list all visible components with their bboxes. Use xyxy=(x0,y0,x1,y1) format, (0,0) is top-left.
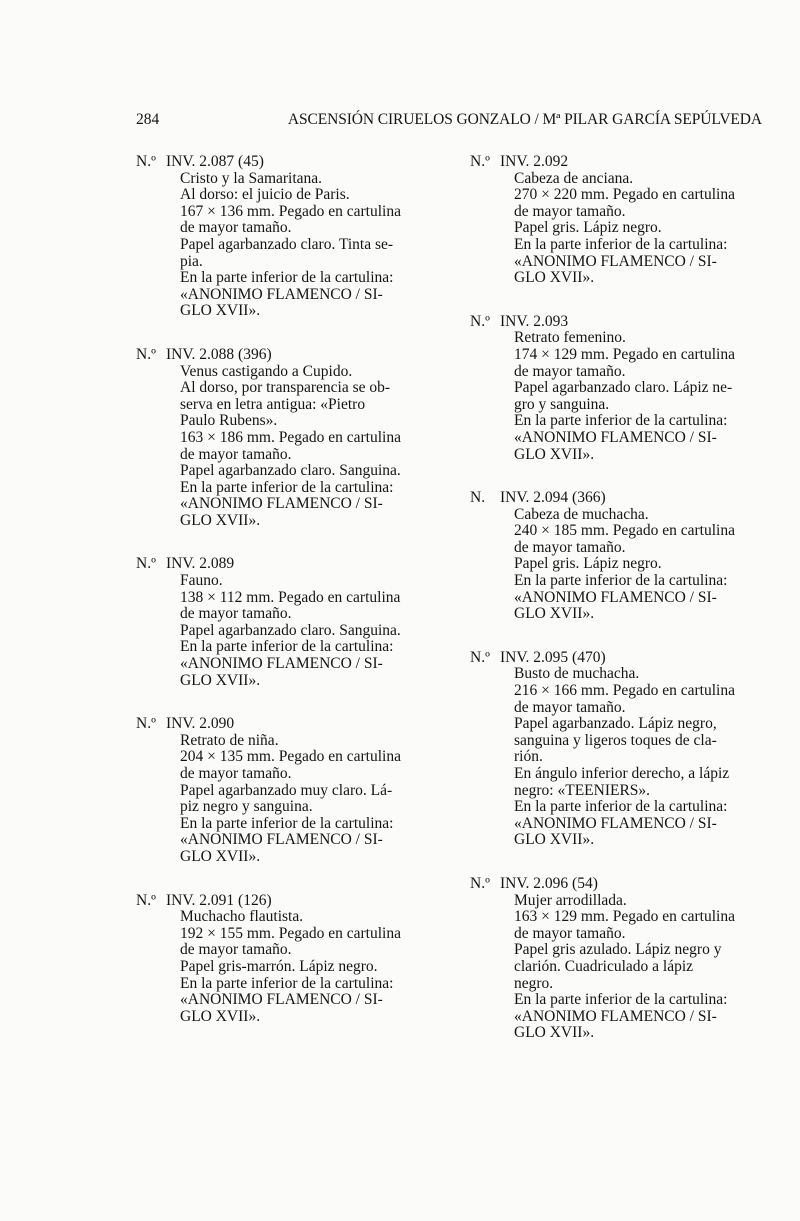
entry-field xyxy=(500,666,762,683)
inventory-number: INV. 2.089 xyxy=(166,555,235,573)
text-line: Papel agarbanzado claro. Tinta se- xyxy=(180,235,394,253)
text-line: Papel agarbanzado muy claro. Lá- xyxy=(180,781,393,799)
text-line: de mayor tamaño. xyxy=(514,538,626,556)
text-line: negro. xyxy=(514,974,554,992)
entry-field xyxy=(166,783,426,816)
text-line: En la parte inferior de la cartulina: xyxy=(180,638,394,656)
text-line: GLO XVII». xyxy=(180,1007,261,1025)
text-line: 163 × 129 mm. Pegado en cartulina xyxy=(514,908,735,926)
text-line: 167 × 136 mm. Pegado en cartulina xyxy=(180,202,401,220)
entry-heading xyxy=(470,490,762,507)
text-line: «ANONIMO FLAMENCO / SI- xyxy=(514,252,717,270)
text-line: Fauno. xyxy=(180,572,223,590)
entry-field xyxy=(166,204,426,237)
entry-body xyxy=(136,171,426,320)
entry-field xyxy=(166,573,426,590)
inventory-number: INV. 2.090 xyxy=(166,715,235,733)
text-line: de mayor tamaño. xyxy=(514,924,626,942)
text-line: En la parte inferior de la cartulina: xyxy=(180,814,394,832)
text-line: 204 × 135 mm. Pegado en cartulina xyxy=(180,748,401,766)
entry-field xyxy=(500,766,762,799)
entry-heading xyxy=(136,893,426,910)
entry-field xyxy=(500,523,762,556)
text-line: de mayor tamaño. xyxy=(180,941,292,959)
entry-number-label: N.º xyxy=(470,648,490,666)
entry-body xyxy=(470,330,762,463)
entry-field xyxy=(166,171,426,188)
text-line: pia. xyxy=(180,252,203,270)
entry-field xyxy=(166,590,426,623)
text-line: de mayor tamaño. xyxy=(514,362,626,380)
entry-field xyxy=(500,893,762,910)
text-line: Paulo Rubens». xyxy=(180,412,278,430)
entry-number-label: N.º xyxy=(136,891,156,909)
entry-field xyxy=(166,623,426,640)
text-line: «ANONIMO FLAMENCO / SI- xyxy=(180,655,383,673)
entry-body xyxy=(470,171,762,287)
inventory-number: INV. 2.088 (396) xyxy=(166,345,272,363)
catalog-entry xyxy=(470,490,762,623)
entry-number-label: N.º xyxy=(136,715,156,733)
text-line: Busto de muchacha. xyxy=(514,665,640,683)
text-line: Mujer arrodillada. xyxy=(514,891,627,909)
text-line: «ANONIMO FLAMENCO / SI- xyxy=(180,495,383,513)
entry-field xyxy=(166,959,426,976)
text-line: GLO XVII». xyxy=(514,1024,595,1042)
entry-field xyxy=(500,683,762,716)
entry-number-label: N.º xyxy=(470,874,490,892)
catalog-entry xyxy=(470,154,762,287)
text-line: GLO XVII». xyxy=(514,445,595,463)
text-line: Al dorso: el juicio de Paris. xyxy=(180,186,350,204)
entry-heading xyxy=(136,716,426,733)
page-number: 284 xyxy=(136,111,160,128)
text-line: negro: «TEENIERS». xyxy=(514,781,651,799)
entry-body xyxy=(136,733,426,866)
entry-field xyxy=(166,364,426,381)
text-line: piz negro y sanguina. xyxy=(180,798,313,816)
text-line: «ANONIMO FLAMENCO / SI- xyxy=(180,831,383,849)
entry-field xyxy=(166,187,426,204)
entry-field xyxy=(166,380,426,430)
text-line: GLO XVII». xyxy=(514,269,595,287)
text-line: Retrato de niña. xyxy=(180,731,279,749)
entry-field xyxy=(166,480,426,530)
entry-heading xyxy=(470,876,762,893)
entry-field xyxy=(500,380,762,413)
entry-field xyxy=(500,573,762,623)
text-line: rión. xyxy=(514,748,543,766)
text-line: En la parte inferior de la cartulina: xyxy=(514,798,728,816)
inventory-number: INV. 2.094 (366) xyxy=(500,489,606,507)
entry-field xyxy=(500,799,762,849)
text-line: Papel gris azulado. Lápiz negro y xyxy=(514,941,722,959)
text-line: Papel agarbanzado claro. Sanguina. xyxy=(180,462,401,480)
catalog-entry xyxy=(136,347,426,530)
text-line: de mayor tamaño. xyxy=(180,605,292,623)
entry-body xyxy=(470,893,762,1042)
entry-field xyxy=(166,270,426,320)
entry-field xyxy=(500,556,762,573)
entry-heading xyxy=(136,347,426,364)
entry-field xyxy=(166,463,426,480)
page-header xyxy=(136,111,762,133)
running-title: ASCENSIÓN CIRUELOS GONZALO / Mª PILAR GARCÍA SEPÚLVEDA xyxy=(287,111,762,128)
text-line: Papel gris. Lápiz negro. xyxy=(514,555,662,573)
text-line: Papel agarbanzado. Lápiz negro, xyxy=(514,715,717,733)
entry-field xyxy=(500,413,762,463)
text-line: 192 × 155 mm. Pegado en cartulina xyxy=(180,924,401,942)
text-line: «ANONIMO FLAMENCO / SI- xyxy=(180,991,383,1009)
inventory-number: INV. 2.087 (45) xyxy=(166,153,264,170)
catalog-entry xyxy=(470,650,762,849)
text-line: En la parte inferior de la cartulina: xyxy=(514,412,728,430)
text-line: 240 × 185 mm. Pegado en cartulina xyxy=(514,522,735,540)
inventory-number: INV. 2.093 xyxy=(500,312,569,330)
right-column xyxy=(470,154,762,1069)
text-line: Cabeza de anciana. xyxy=(514,169,634,187)
text-line: 138 × 112 mm. Pegado en cartulina xyxy=(180,588,401,606)
text-line: Cabeza de muchacha. xyxy=(514,505,649,523)
entry-field xyxy=(500,942,762,992)
text-line: de mayor tamaño. xyxy=(180,445,292,463)
entry-field xyxy=(500,237,762,287)
entry-number-label: N.º xyxy=(136,345,156,363)
catalog-entry xyxy=(470,876,762,1042)
entry-field xyxy=(500,507,762,524)
entry-heading xyxy=(136,556,426,573)
text-line: «ANONIMO FLAMENCO / SI- xyxy=(514,428,717,446)
catalog-entry xyxy=(136,893,426,1026)
text-line: En la parte inferior de la cartulina: xyxy=(180,269,394,287)
text-line: GLO XVII». xyxy=(180,302,261,320)
catalog-entry xyxy=(136,716,426,865)
text-line: Muchacho flautista. xyxy=(180,908,304,926)
entry-field xyxy=(166,816,426,866)
catalog-entry xyxy=(136,556,426,689)
text-line: GLO XVII». xyxy=(180,511,261,529)
entry-heading xyxy=(470,154,762,171)
text-line: de mayor tamaño. xyxy=(514,698,626,716)
text-line: Retrato femenino. xyxy=(514,329,626,347)
text-line: gro y sanguina. xyxy=(514,395,610,413)
text-line: Al dorso, por transparencia se ob- xyxy=(180,379,391,397)
entry-field xyxy=(166,976,426,1026)
entry-body xyxy=(470,507,762,623)
entry-number-label: N.º xyxy=(136,153,156,170)
text-line: 270 × 220 mm. Pegado en cartulina xyxy=(514,186,735,204)
inventory-number: INV. 2.092 xyxy=(500,153,569,170)
entry-field xyxy=(166,237,426,270)
text-line: Papel agarbanzado claro. Sanguina. xyxy=(180,621,401,639)
text-line: En la parte inferior de la cartulina: xyxy=(514,991,728,1009)
entry-number-label: N. xyxy=(470,489,486,507)
inventory-number: INV. 2.091 (126) xyxy=(166,891,272,909)
entry-field xyxy=(166,639,426,689)
text-line: En la parte inferior de la cartulina: xyxy=(180,478,394,496)
text-line: «ANONIMO FLAMENCO / SI- xyxy=(180,285,383,303)
catalog-entry xyxy=(470,314,762,463)
text-line: GLO XVII». xyxy=(180,671,261,689)
text-line: En la parte inferior de la cartulina: xyxy=(514,235,728,253)
text-line: de mayor tamaño. xyxy=(180,219,292,237)
entry-field xyxy=(500,330,762,347)
entry-field xyxy=(166,749,426,782)
entry-body xyxy=(470,666,762,849)
left-column xyxy=(136,154,426,1052)
entry-number-label: N.º xyxy=(136,555,156,573)
entry-field xyxy=(500,909,762,942)
entry-field xyxy=(166,430,426,463)
entry-body xyxy=(136,364,426,530)
text-line: sanguina y ligeros toques de cla- xyxy=(514,731,717,749)
entry-field xyxy=(500,347,762,380)
text-line: 174 × 129 mm. Pegado en cartulina xyxy=(514,345,735,363)
entry-field xyxy=(166,909,426,926)
entry-field xyxy=(500,716,762,766)
text-line: 216 × 166 mm. Pegado en cartulina xyxy=(514,682,735,700)
text-line: 163 × 186 mm. Pegado en cartulina xyxy=(180,428,401,446)
entry-heading xyxy=(470,314,762,331)
entry-body xyxy=(136,909,426,1025)
text-line: serva en letra antigua: «Pietro xyxy=(180,395,366,413)
entry-field xyxy=(500,992,762,1042)
entry-heading xyxy=(136,154,426,171)
text-line: GLO XVII». xyxy=(514,831,595,849)
entry-field xyxy=(500,171,762,188)
inventory-number: INV. 2.095 (470) xyxy=(500,648,606,666)
inventory-number: INV. 2.096 (54) xyxy=(500,874,598,892)
text-line: GLO XVII». xyxy=(180,847,261,865)
text-line: clarión. Cuadriculado a lápiz xyxy=(514,957,694,975)
entry-field xyxy=(166,733,426,750)
catalog-entry xyxy=(136,154,426,320)
entry-number-label: N.º xyxy=(470,153,490,170)
text-line: GLO XVII». xyxy=(514,605,595,623)
text-line: Cristo y la Samaritana. xyxy=(180,169,323,187)
entry-number-label: N.º xyxy=(470,312,490,330)
text-line: «ANONIMO FLAMENCO / SI- xyxy=(514,814,717,832)
text-line: de mayor tamaño. xyxy=(514,202,626,220)
text-line: Papel gris-marrón. Lápiz negro. xyxy=(180,957,378,975)
text-line: «ANONIMO FLAMENCO / SI- xyxy=(514,588,717,606)
text-line: En ángulo inferior derecho, a lápiz xyxy=(514,765,730,782)
entry-field xyxy=(500,220,762,237)
entry-field xyxy=(166,926,426,959)
entry-body xyxy=(136,573,426,689)
entry-field xyxy=(500,187,762,220)
text-line: Papel agarbanzado claro. Lápiz ne- xyxy=(514,379,733,397)
entry-heading xyxy=(470,650,762,667)
text-line: Papel gris. Lápiz negro. xyxy=(514,219,662,237)
text-line: de mayor tamaño. xyxy=(180,765,292,782)
text-line: En la parte inferior de la cartulina: xyxy=(514,572,728,590)
text-line: En la parte inferior de la cartulina: xyxy=(180,974,394,992)
text-line: «ANONIMO FLAMENCO / SI- xyxy=(514,1007,717,1025)
text-line: Venus castigando a Cupido. xyxy=(180,362,353,380)
